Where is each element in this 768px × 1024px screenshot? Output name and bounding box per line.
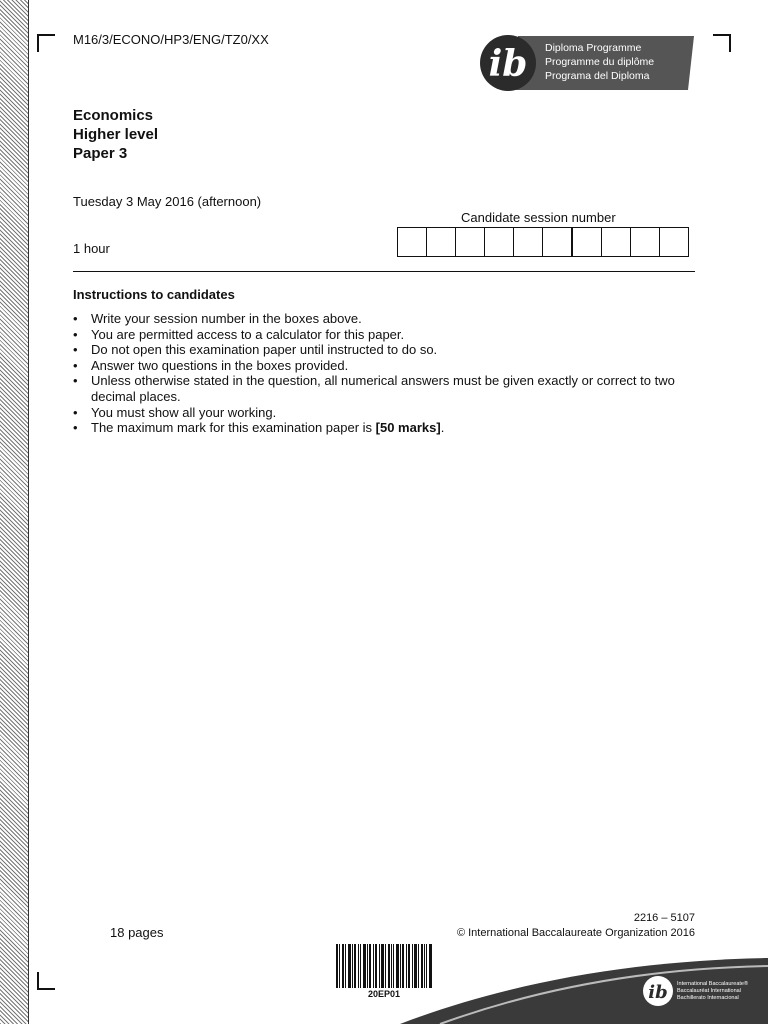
csn-box[interactable] <box>543 228 573 256</box>
ib-footer-swoosh <box>400 958 768 1024</box>
instructions-title: Instructions to candidates <box>73 287 235 302</box>
barcode-text: 20EP01 <box>367 989 401 999</box>
max-mark-prefix: The maximum mark for this examination paper is <box>91 420 376 436</box>
csn-box[interactable] <box>631 228 660 256</box>
subject-level: Higher level <box>73 126 159 143</box>
instruction-item: • You are permitted access to a calculator for this paper. <box>73 327 698 343</box>
csn-box[interactable] <box>573 228 602 256</box>
ib-diploma-logo <box>478 34 696 92</box>
logo-line-1: Diploma Programme <box>545 42 642 54</box>
logo-line-2: Programme du diplôme <box>545 56 655 68</box>
instruction-item: • Do not open this examination paper until instructed to do so. <box>73 342 698 358</box>
csn-box[interactable] <box>514 228 543 256</box>
csn-box[interactable] <box>485 228 514 256</box>
exam-code: M16/3/ECONO/HP3/ENG/TZ0/XX <box>73 32 269 47</box>
exam-duration: 1 hour <box>73 241 110 256</box>
paper-number: Paper 3 <box>73 145 128 162</box>
instruction-item: • Unless otherwise stated in the question, all numerical answers must be given exactly or correct to two decimal places. <box>73 373 698 404</box>
page-count: 18 pages <box>110 925 164 940</box>
copyright-notice: © International Baccalaureate Organization 2016 <box>456 927 695 939</box>
candidate-session-number-boxes[interactable] <box>397 227 689 257</box>
csn-box[interactable] <box>427 228 456 256</box>
csn-box[interactable] <box>398 228 427 256</box>
csn-box[interactable] <box>660 228 688 256</box>
ib-name-line-1: International Baccalaureate® <box>677 981 749 987</box>
svg-text:ib: ib <box>648 982 668 1003</box>
instruction-item-max-mark <box>73 420 698 436</box>
instruction-item: • Write your session number in the boxes above. <box>73 311 698 327</box>
ib-name-line-2: Baccalauréat International <box>677 988 741 994</box>
paper-reference-number: 2216 – 5107 <box>633 912 695 924</box>
binding-edge-hatch <box>0 0 29 1024</box>
crop-mark-top-right <box>713 34 731 52</box>
ib-name-line-3: Bachillerato Internacional <box>677 995 739 1001</box>
csn-box[interactable] <box>602 228 631 256</box>
instruction-item: • You must show all your working. <box>73 405 698 421</box>
instruction-item: • Answer two questions in the boxes provided. <box>73 358 698 374</box>
csn-box[interactable] <box>456 228 485 256</box>
svg-text:ib: ib <box>488 43 528 85</box>
max-mark-suffix: . <box>440 420 445 436</box>
candidate-session-number-label: Candidate session number <box>461 210 616 225</box>
crop-mark-top-left <box>37 34 55 52</box>
divider <box>73 271 695 272</box>
logo-line-3: Programa del Diploma <box>545 70 650 82</box>
exam-date: Tuesday 3 May 2016 (afternoon) <box>73 194 262 209</box>
max-mark-value: [50 marks] <box>375 420 441 436</box>
crop-mark-bottom-left <box>37 972 55 990</box>
instructions-list <box>73 311 698 436</box>
subject-block <box>73 106 158 163</box>
subject-title: Economics <box>73 107 154 124</box>
